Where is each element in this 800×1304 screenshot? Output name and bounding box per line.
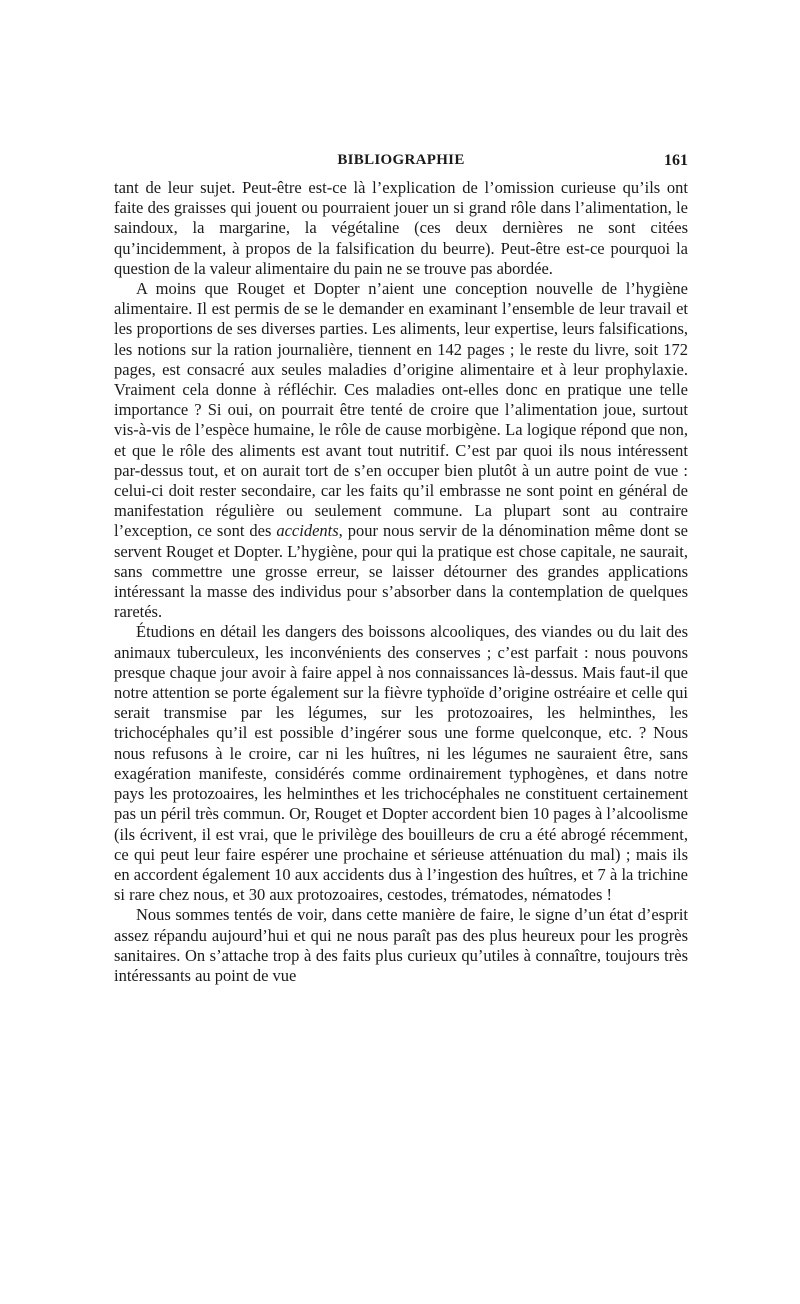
- paragraph-3: Étudions en détail les dangers des boissons alcooliques, des viandes ou du lait des animaux tuberculeux, les inconvénients des conserves ; c’est parfait : nous pouvons presque chaque jour avoir à faire appel à nos connaissances là-dessus. Mais faut-il que notre attention se porte également sur la fièvre typhoïde d’origine ostréaire et celle qui serait transmise par les légumes, sur les protozoaires, les helminthes, les trichocéphales qu’il est possible d’ingérer sous une forme quelconque, etc. ? Nous nous refusons à le croire, car ni les huîtres, ni les légumes ne sauraient être, sans exagération manifeste, considérés comme ordinairement typhogènes, et dans notre pays les protozoaires, les helminthes et les trichocéphales ne constituent certainement pas un péril très commun. Or, Rouget et Dopter accordent bien 10 pages à l’alcoolisme (ils écrivent, il est vrai, que le privilège des bouilleurs de cru a été abrogé récemment, ce qui peut leur faire espérer une prochaine et sérieuse atténuation du mal) ; mais ils en accordent également 10 aux accidents dus à l’ingestion des huîtres, et 7 à la trichine si rare chez nous, et 30 aux protozoaires, cestodes, trématodes, nématodes !: [114, 622, 688, 905]
- book-page: [114, 152, 688, 986]
- paragraph-4: Nous sommes tentés de voir, dans cette manière de faire, le signe d’un état d’esprit assez répandu aujourd’hui et qui ne nous paraît pas des plus heureux pour les progrès sanitaires. On s’attache trop à des faits plus curieux qu’utiles à connaître, toujours très intéressants au point de vue: [114, 905, 688, 985]
- paragraph-2: [114, 279, 688, 622]
- running-header: [114, 152, 688, 178]
- paragraph-2-text-start: A moins que Rouget et Dopter n’aient une conception nouvelle de l’hygiène alimentaire. Il est permis de se le demander en examinant l’ensemble de leur travail et les proportions de ses diverses parties. Les aliments, leur expertise, leurs falsifications, les notions sur la ration journalière, tiennent en 142 pages ; le reste du livre, soit 172 pages, est consacré aux seules maladies d’origine alimentaire et à leur prophylaxie. Vraiment cela donne à réfléchir. Ces maladies ont-elles donc en pratique une telle importance ? Si oui, on pourrait être tenté de croire que l’alimentation joue, surtout vis-à-vis de l’espèce humaine, le rôle de cause morbigène. La logique répond que non, et que le rôle des aliments est avant tout nutritif. C’est par quoi ils nous intéressent par-dessus tout, et on aurait tort de s’en occuper bien plutôt à un autre point de vue : celui-ci doit rester secondaire, car les faits qu’il embrasse ne sont point en général de manifestation régulière ou seulement commune. La plupart sont au contraire l’exception, ce sont des: [114, 279, 688, 541]
- body-text: [114, 178, 688, 986]
- running-title: BIBLIOGRAPHIE: [337, 152, 465, 168]
- paragraph-2-text-end: , pour nous servir de la dénomination même dont se servent Rouget et Dopter. L’hygiène, pour qui la pratique est chose capitale, ne saurait, sans commettre une grosse erreur, se laisser détourner des grandes applications intéressant la masse des individus pour s’absorber dans la contemplation de quelques raretés.: [114, 521, 689, 622]
- paragraph-1: tant de leur sujet. Peut-être est-ce là l’explication de l’omission curieuse qu’ils ont faite des graisses qui jouent ou pourraient jouer un si grand rôle dans l’alimentation, le saindoux, la margarine, la végétaline (ces deux dernières ne sont citées qu’incidemment, à propos de la falsification du beurre). Peut-être est-ce pourquoi la question de la valeur alimentaire du pain ne se trouve pas abordée.: [114, 178, 688, 278]
- emphasized-word: accidents: [276, 521, 339, 541]
- page-number: 161: [664, 152, 688, 169]
